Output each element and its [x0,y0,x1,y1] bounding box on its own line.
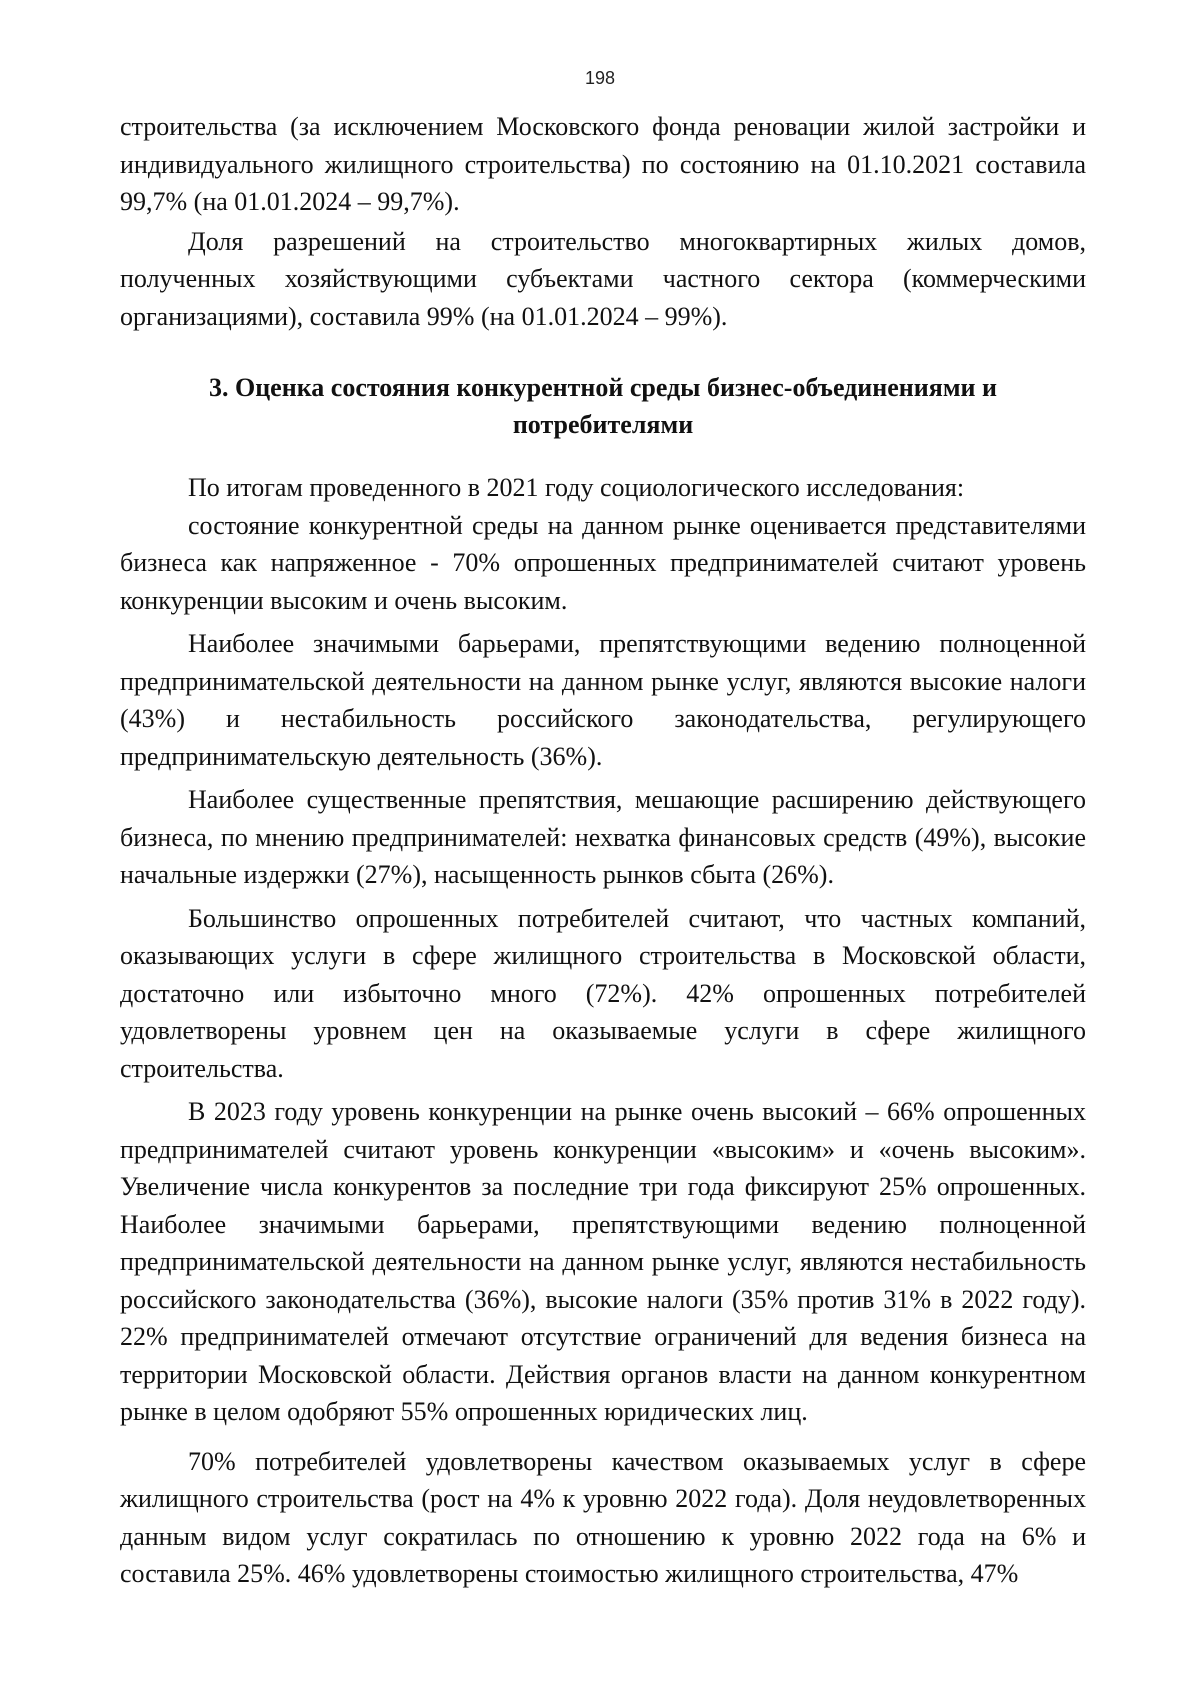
section-heading: 3. Оценка состояния конкурентной среды бизнес-объединениями и потребителями [208,373,998,439]
paragraph-barriers: Наиболее значимыми барьерами, препятствующими ведению полноценной предпринимательской деятельности на данном рынке услуг, являются высокие налоги (43%) и нестабильность российского законодательства, регулирующего предпринимательскую деятельность (36%). [120,629,1086,771]
page-content [120,108,1086,1593]
paragraph-competition-state: состояние конкурентной среды на данном рынке оценивается представителями бизнеса как напряженное - 70% опрошенных предпринимателей считают уровень конкуренции высоким и очень высоким. [120,510,1086,615]
paragraph-consumer-satisfaction: 70% потребителей удовлетворены качеством оказываемых услуг в сфере жилищного строительства (рост на 4% к уровню 2022 года). Доля неудовлетворенных данным видом услуг сократилась по отношению к уровню 2022 года на 6% и составила 25%. 46% удовлетворены стоимостью жилищного строительства, 47% [120,1446,1086,1588]
paragraph-survey-intro: По итогам проведенного в 2021 году социологического исследования: [188,473,965,502]
paragraph-continuation: строительства (за исключением Московского фонда реновации жилой застройки и индивидуального жилищного строительства) по состоянию на 01.10.2021 составила 99,7% (на 01.01.2024 – 99,7%). [120,112,1086,216]
paragraph-obstacles: Наиболее существенные препятствия, мешающие расширению действующего бизнеса, по мнению предпринимателей: нехватка финансовых средств (49%), высокие начальные издержки (27%), насыщенность рынков сбыта (26%). [120,785,1086,889]
paragraph-2023-competition: В 2023 году уровень конкуренции на рынке очень высокий – 66% опрошенных предпринимателей считают уровень конкуренции «высоким» и «очень высоким». Увеличение числа конкурентов за последние три года фиксируют 25% опрошенных. Наиболее значимыми барьерами, препятствующими ведению полноценной предпринимательской деятельности на данном рынке услуг, являются нестабильность российского законодательства (36%), высокие налоги (35% против 31% в 2022 году). 22% предпринимателей отмечают отсутствие ограничений для ведения бизнеса на территории Московской области. Действия органов власти на данном конкурентном рынке в целом одобряют 55% опрошенных юридических лиц. [120,1097,1086,1426]
paragraph-permits-share: Доля разрешений на строительство многоквартирных жилых домов, полученных хозяйствующими субъектами частного сектора (коммерческими организациями), составила 99% (на 01.01.2024 – 99%). [120,226,1086,331]
paragraph-consumers-opinion: Большинство опрошенных потребителей считают, что частных компаний, оказывающих услуги в сфере жилищного строительства в Московской области, достаточно или избыточно много (72%). 42% опрошенных потребителей удовлетворены уровнем цен на оказываемые услуги в сфере жилищного строительства. [120,903,1086,1083]
page-number: 198 [584,68,616,88]
